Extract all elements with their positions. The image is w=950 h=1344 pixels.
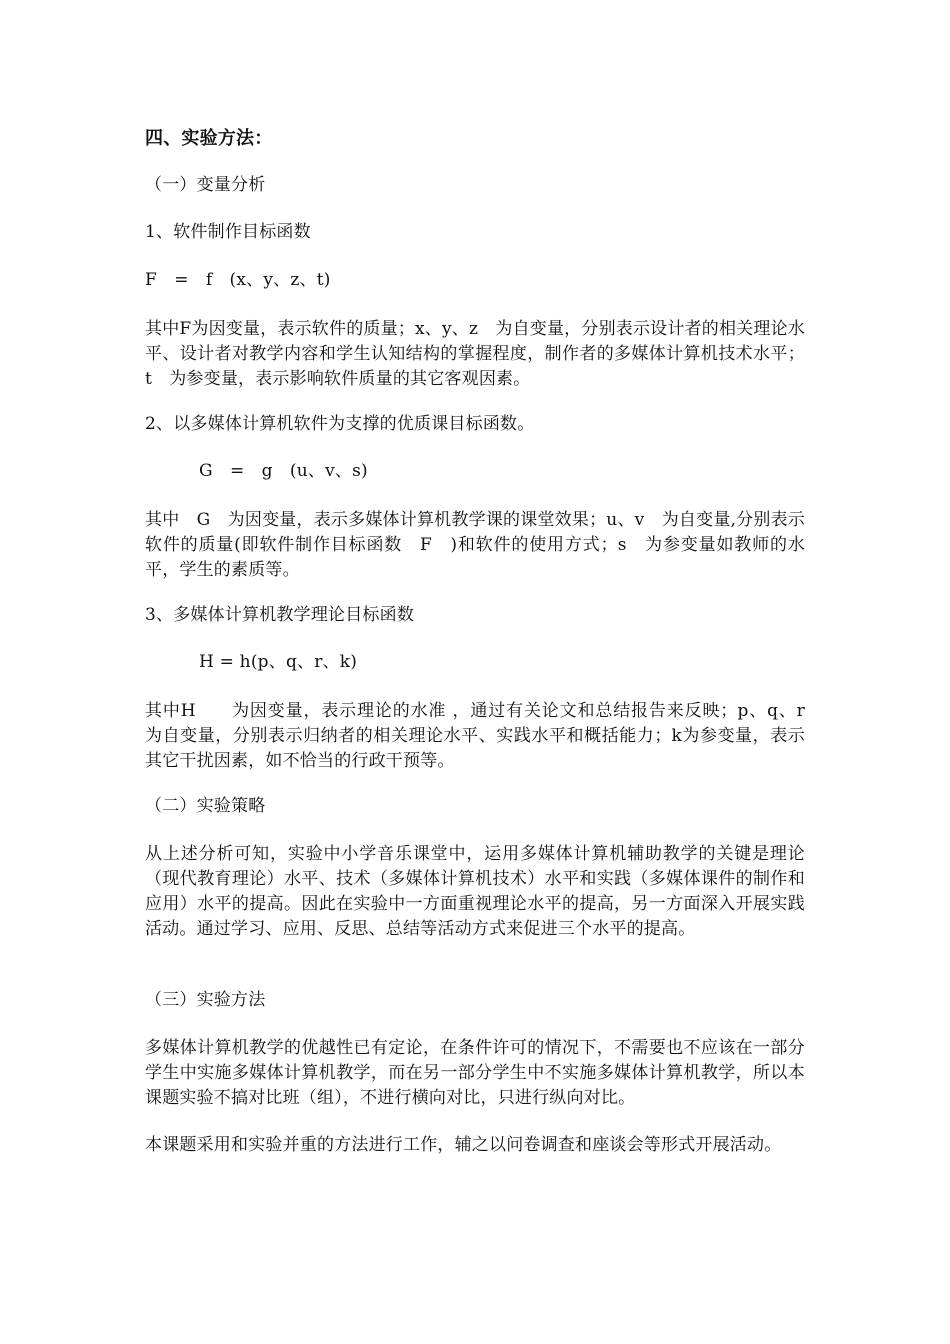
subsection-title-variable-analysis: （一）变量分析 [145,175,266,195]
paragraph-h-explanation: 其中H 为因变量，表示理论的水准 ，通过有关论文和总结报告来反映；p、q、r 为自变量，分别表示归纳者的相关理论水平、实践水平和概括能力；k为参变量，表示其它干扰因素，如不恰当的行政干预等。 [145,701,823,771]
subsection-title-method: （三）实验方法 [145,990,266,1010]
formula-h: H = h(p、q、r、k) [199,652,358,672]
paragraph-method-1: 多媒体计算机教学的优越性已有定论，在条件许可的情况下，不需要也不应该在一部分学生中实施多媒体计算机教学，而在另一部分学生中不实施多媒体计算机教学，所以本课题实验不搞对比班（组），不进行横向对比，只进行纵向对比。 [145,1038,805,1108]
formula-g: G = g (u、v、s) [199,461,368,481]
paragraph-g-explanation: 其中 G 为因变量，表示多媒体计算机教学课的课堂效果；u、v 为自变量,分别表示软件的质量(即软件制作目标函数 F )和软件的使用方式；s 为参变量如教师的水平，学生的素质等。 [145,510,805,580]
paragraph-f-explanation: 其中F为因变量，表示软件的质量；x、y、z 为自变量，分别表示设计者的相关理论水平、设计者对教学内容和学生认知结构的掌握程度，制作者的多媒体计算机技术水平；t 为参变量，表示影响软件质量的其它客观因素。 [145,319,805,389]
paragraph-method-2: 本课题采用和实验并重的方法进行工作，辅之以问卷调查和座谈会等形式开展活动。 [145,1135,782,1155]
item-title-software-function: 1、软件制作目标函数 [145,222,311,242]
subsection-title-strategy: （二）实验策略 [145,796,266,816]
item-title-theory-function: 3、多媒体计算机教学理论目标函数 [145,605,415,625]
paragraph-strategy: 从上述分析可知，实验中小学音乐课堂中，运用多媒体计算机辅助教学的关键是理论（现代教育理论）水平、技术（多媒体计算机技术）水平和实践（多媒体课件的制作和应用）水平的提高。因此在实验中一方面重视理论水平的提高，另一方面深入开展实践活动。通过学习、应用、反思、总结等活动方式来促进三个水平的提高。 [145,844,805,939]
formula-f: F = f (x、y、z、t) [145,270,331,290]
item-title-quality-class-function: 2、以多媒体计算机软件为支撑的优质课目标函数。 [145,414,535,434]
section-title: 四、实验方法： [145,128,273,149]
